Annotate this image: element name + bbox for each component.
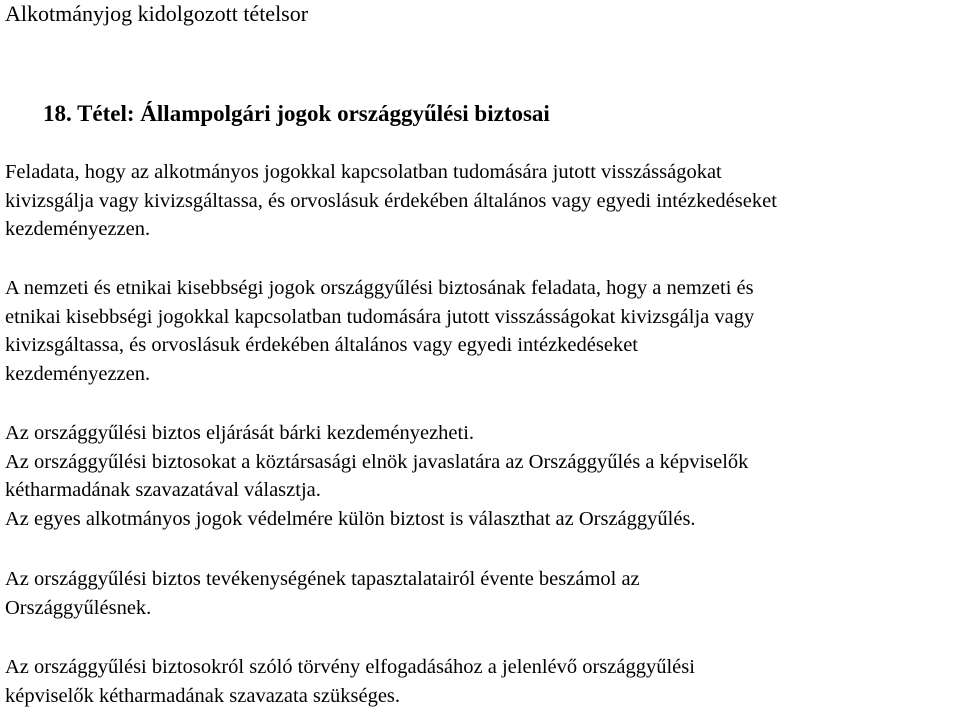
paragraph-line: Az országgyűlési biztos eljárását bárki kezdeményezheti.	[5, 422, 475, 444]
paragraph-line: Az országgyűlési biztos tevékenységének tapasztalatairól évente beszámol az	[5, 568, 640, 590]
section-title: 18. Tétel: Állampolgári jogok országgyűlési biztosai	[43, 101, 550, 126]
paragraph-line: kivizsgáltassa, és orvoslásuk érdekében általános vagy egyedi intézkedéseket	[5, 334, 638, 356]
paragraph-line: Feladata, hogy az alkotmányos jogokkal kapcsolatban tudomására jutott visszásságokat	[5, 161, 722, 183]
paragraph-line: Az egyes alkotmányos jogok védelmére külön biztost is választhat az Országgyűlés.	[5, 507, 696, 530]
paragraph-procedure	[5, 419, 955, 533]
paragraph-line: képviselők kétharmadának szavazata szükséges.	[5, 684, 401, 707]
paragraph-annual-report	[5, 565, 955, 622]
paragraph-line: Az országgyűlési biztosokat a köztársasági elnök javaslatára az Országgyűlés a képviselők	[5, 450, 749, 473]
paragraph-minority-rights	[5, 274, 955, 388]
paragraph-law-adoption	[5, 653, 955, 710]
paragraph-line: kezdeményezzen.	[5, 218, 151, 240]
running-header: Alkotmányjog kidolgozott tételsor	[5, 1, 309, 26]
paragraph-line: A nemzeti és etnikai kisebbségi jogok országgyűlési biztosának feladata, hogy a nemzeti és	[5, 277, 754, 299]
paragraph-duties	[5, 158, 955, 244]
paragraph-line: kétharmadának szavazatával választja.	[5, 479, 321, 501]
paragraph-line: Országgyűlésnek.	[5, 596, 152, 619]
paragraph-line: kivizsgálja vagy kivizsgáltassa, és orvoslásuk érdekében általános vagy egyedi intézkedéseket	[5, 189, 777, 212]
paragraph-line: Az országgyűlési biztosokról szóló törvény elfogadásához a jelenlévő országgyűlési	[5, 656, 695, 678]
paragraph-line: etnikai kisebbségi jogokkal kapcsolatban tudomására jutott visszásságokat kivizsgálja vagy	[5, 305, 755, 328]
paragraph-line: kezdeményezzen.	[5, 362, 151, 385]
